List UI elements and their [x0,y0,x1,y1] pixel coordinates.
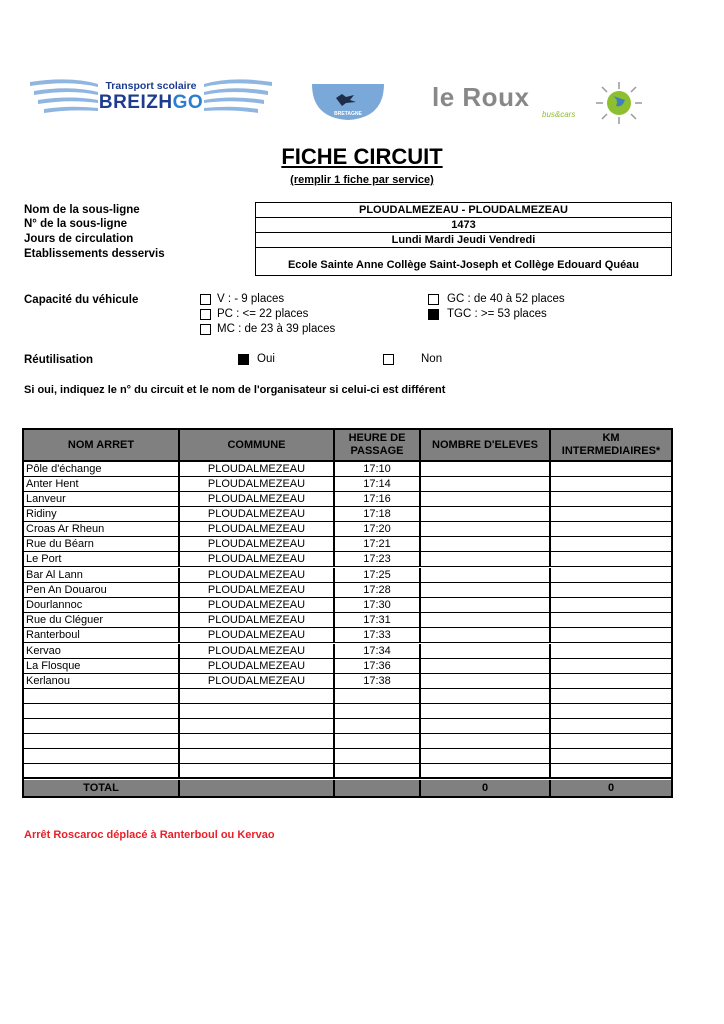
cell-arret[interactable] [24,689,180,704]
leroux-wordmark: le Roux [432,82,530,112]
cell-heure[interactable]: 17:20 [335,522,421,537]
km-cell[interactable] [551,598,671,613]
checkbox-mc[interactable] [200,324,211,335]
cell-commune[interactable] [180,704,335,719]
km-cell[interactable] [551,537,671,552]
cell-arret[interactable]: Croas Ar Rheun [24,522,180,537]
cell-heure[interactable]: 17:33 [335,628,421,643]
region-label: BRETAGNE [334,111,362,117]
option-label: GC : de 40 à 52 places [447,293,565,305]
label-etablissements: Etablissements desservis [24,248,165,260]
km-cell[interactable] [551,734,671,749]
option-label: MC : de 23 à 39 places [217,323,336,335]
total-label: TOTAL [24,780,180,796]
cell-arret[interactable] [24,749,180,764]
eleves-cell[interactable] [421,719,551,734]
cell-heure[interactable] [335,749,421,764]
cell-arret[interactable] [24,719,180,734]
eleves-cell[interactable] [421,492,551,507]
cell-heure[interactable]: 17:31 [335,613,421,628]
eleves-cell[interactable] [421,537,551,552]
label-capacite: Capacité du véhicule [24,294,139,306]
oui-label: Oui [257,353,275,365]
header-heure-passage: HEURE DE PASSAGE [335,430,421,462]
cell-commune[interactable]: PLOUDALMEZEAU [180,462,335,477]
km-cell[interactable] [551,704,671,719]
cell-arret[interactable]: La Flosque [24,659,180,674]
cell-commune[interactable]: PLOUDALMEZEAU [180,598,335,613]
km-cell[interactable] [551,644,671,659]
cell-commune[interactable] [180,719,335,734]
eleves-cell[interactable] [421,477,551,492]
km-cell[interactable] [551,552,671,567]
header-commune: COMMUNE [180,430,335,462]
info-box [255,202,672,276]
leroux-tagline: bus&cars [542,110,576,119]
cell-arret[interactable]: Rue du Cléguer [24,613,180,628]
km-cell[interactable] [551,477,671,492]
page-title: FICHE CIRCUIT [281,144,443,169]
nom-sous-ligne-value[interactable]: PLOUDALMEZEAU - PLOUDALMEZEAU [256,203,671,218]
eleves-cell[interactable] [421,674,551,689]
non-label: Non [421,353,443,365]
eleves-cell[interactable] [421,644,551,659]
cell-heure[interactable]: 17:34 [335,644,421,659]
km-cell[interactable] [551,719,671,734]
leroux-logo [432,80,646,126]
cell-commune[interactable]: PLOUDALMEZEAU [180,674,335,689]
total-heure-empty [335,780,421,796]
cell-heure[interactable] [335,734,421,749]
cell-commune[interactable]: PLOUDALMEZEAU [180,522,335,537]
km-cell[interactable] [551,568,671,583]
km-cell[interactable] [551,674,671,689]
eleves-cell[interactable] [421,704,551,719]
cell-commune[interactable]: PLOUDALMEZEAU [180,477,335,492]
cell-heure[interactable]: 17:28 [335,583,421,598]
eleves-cell[interactable] [421,659,551,674]
checkbox-v[interactable] [200,294,211,305]
total-eleves: 0 [421,780,551,796]
cell-commune[interactable]: PLOUDALMEZEAU [180,492,335,507]
cell-arret[interactable]: Pen An Douarou [24,583,180,598]
cell-arret[interactable]: Kerlanou [24,674,180,689]
eleves-cell[interactable] [421,749,551,764]
eleves-cell[interactable] [421,613,551,628]
cell-commune[interactable]: PLOUDALMEZEAU [180,628,335,643]
cell-heure[interactable]: 17:25 [335,568,421,583]
cell-commune[interactable]: PLOUDALMEZEAU [180,552,335,567]
checkbox-oui-checked[interactable] [238,354,249,365]
cell-arret[interactable]: Anter Hent [24,477,180,492]
cell-commune[interactable] [180,689,335,704]
cell-heure[interactable]: 17:30 [335,598,421,613]
km-cell[interactable] [551,659,671,674]
cell-arret[interactable]: Rue du Béarn [24,537,180,552]
cell-heure[interactable] [335,719,421,734]
checkbox-tgc-checked[interactable] [428,309,439,320]
cell-commune[interactable]: PLOUDALMEZEAU [180,659,335,674]
km-cell[interactable] [551,507,671,522]
note-text: Arrêt Roscaroc déplacé à Ranterboul ou Kervao [24,829,275,841]
total-commune-empty [180,780,335,796]
checkbox-non[interactable] [383,354,394,365]
option-label: V : - 9 places [217,293,285,305]
cell-arret[interactable]: Dourlannoc [24,598,180,613]
eleves-cell[interactable] [421,628,551,643]
cell-arret[interactable]: Pôle d'échange [24,462,180,477]
cell-heure[interactable]: 17:23 [335,552,421,567]
cell-commune[interactable] [180,749,335,764]
cell-heure[interactable] [335,704,421,719]
option-label: TGC : >= 53 places [447,308,547,320]
km-cell[interactable] [551,628,671,643]
cell-arret[interactable]: Ranterboul [24,628,180,643]
header-nombre-eleves: NOMBRE D'ELEVES [421,430,551,462]
cell-heure[interactable]: 17:38 [335,674,421,689]
eleves-cell[interactable] [421,583,551,598]
cell-heure[interactable]: 17:36 [335,659,421,674]
cell-arret[interactable]: Kervao [24,644,180,659]
cell-commune[interactable] [180,734,335,749]
header-nom-arret: NOM ARRET [24,430,180,462]
cell-commune[interactable]: PLOUDALMEZEAU [180,644,335,659]
total-km: 0 [551,780,671,796]
option-label: PC : <= 22 places [217,308,309,320]
label-jours-circulation: Jours de circulation [24,233,134,245]
cell-heure[interactable] [335,764,421,779]
stops-table [22,428,673,798]
cell-arret[interactable]: Lanveur [24,492,180,507]
eleves-cell[interactable] [421,568,551,583]
checkbox-gc[interactable] [428,294,439,305]
breizhgo-logo [30,74,272,122]
km-cell[interactable] [551,764,671,779]
cell-arret[interactable]: Bar Al Lann [24,568,180,583]
cell-commune[interactable]: PLOUDALMEZEAU [180,613,335,628]
km-cell[interactable] [551,749,671,764]
cell-heure[interactable]: 17:18 [335,507,421,522]
cell-commune[interactable]: PLOUDALMEZEAU [180,583,335,598]
km-cell[interactable] [551,689,671,704]
numero-sous-ligne-value[interactable]: 1473 [256,218,671,233]
breizhgo-subtitle: Transport scolaire [105,80,197,92]
cell-commune[interactable] [180,764,335,779]
jours-circulation-value[interactable]: Lundi Mardi Jeudi Vendredi [256,233,671,248]
cell-heure[interactable]: 17:10 [335,462,421,477]
cell-commune[interactable]: PLOUDALMEZEAU [180,507,335,522]
cell-arret[interactable]: Ridiny [24,507,180,522]
eleves-cell[interactable] [421,462,551,477]
page-subtitle: (remplir 1 fiche par service) [290,174,434,186]
cell-heure[interactable] [335,689,421,704]
etablissements-value[interactable]: Ecole Sainte Anne Collège Saint-Joseph et Collège Edouard Quéau [287,259,640,271]
header-km-intermediaires: KM INTERMEDIAIRES* [551,430,671,462]
checkbox-pc[interactable] [200,309,211,320]
cell-commune[interactable]: PLOUDALMEZEAU [180,568,335,583]
sun-globe-icon [592,80,646,126]
km-cell[interactable] [551,492,671,507]
cell-arret[interactable]: Le Port [24,552,180,567]
km-cell[interactable] [551,583,671,598]
cell-heure[interactable]: 17:21 [335,537,421,552]
cell-arret[interactable] [24,704,180,719]
cell-heure[interactable]: 17:14 [335,477,421,492]
cell-arret[interactable] [24,764,180,779]
label-nom-sous-ligne: Nom de la sous-ligne [24,204,140,216]
km-cell[interactable] [551,613,671,628]
cell-arret[interactable] [24,734,180,749]
km-cell[interactable] [551,462,671,477]
eleves-cell[interactable] [421,522,551,537]
eleves-cell[interactable] [421,764,551,779]
eleves-cell[interactable] [421,734,551,749]
eleves-cell[interactable] [421,689,551,704]
label-numero-sous-ligne: N° de la sous-ligne [24,218,128,230]
eleves-cell[interactable] [421,507,551,522]
cell-heure[interactable]: 17:16 [335,492,421,507]
km-cell[interactable] [551,522,671,537]
cell-commune[interactable]: PLOUDALMEZEAU [180,537,335,552]
reutilisation-question: Si oui, indiquez le n° du circuit et le nom de l'organisateur si celui-ci est différent [24,384,446,396]
eleves-cell[interactable] [421,552,551,567]
region-bretagne-logo [308,84,388,122]
eleves-cell[interactable] [421,598,551,613]
label-reutilisation: Réutilisation [24,354,94,366]
breizhgo-wordmark: BREIZHGO [98,92,204,113]
